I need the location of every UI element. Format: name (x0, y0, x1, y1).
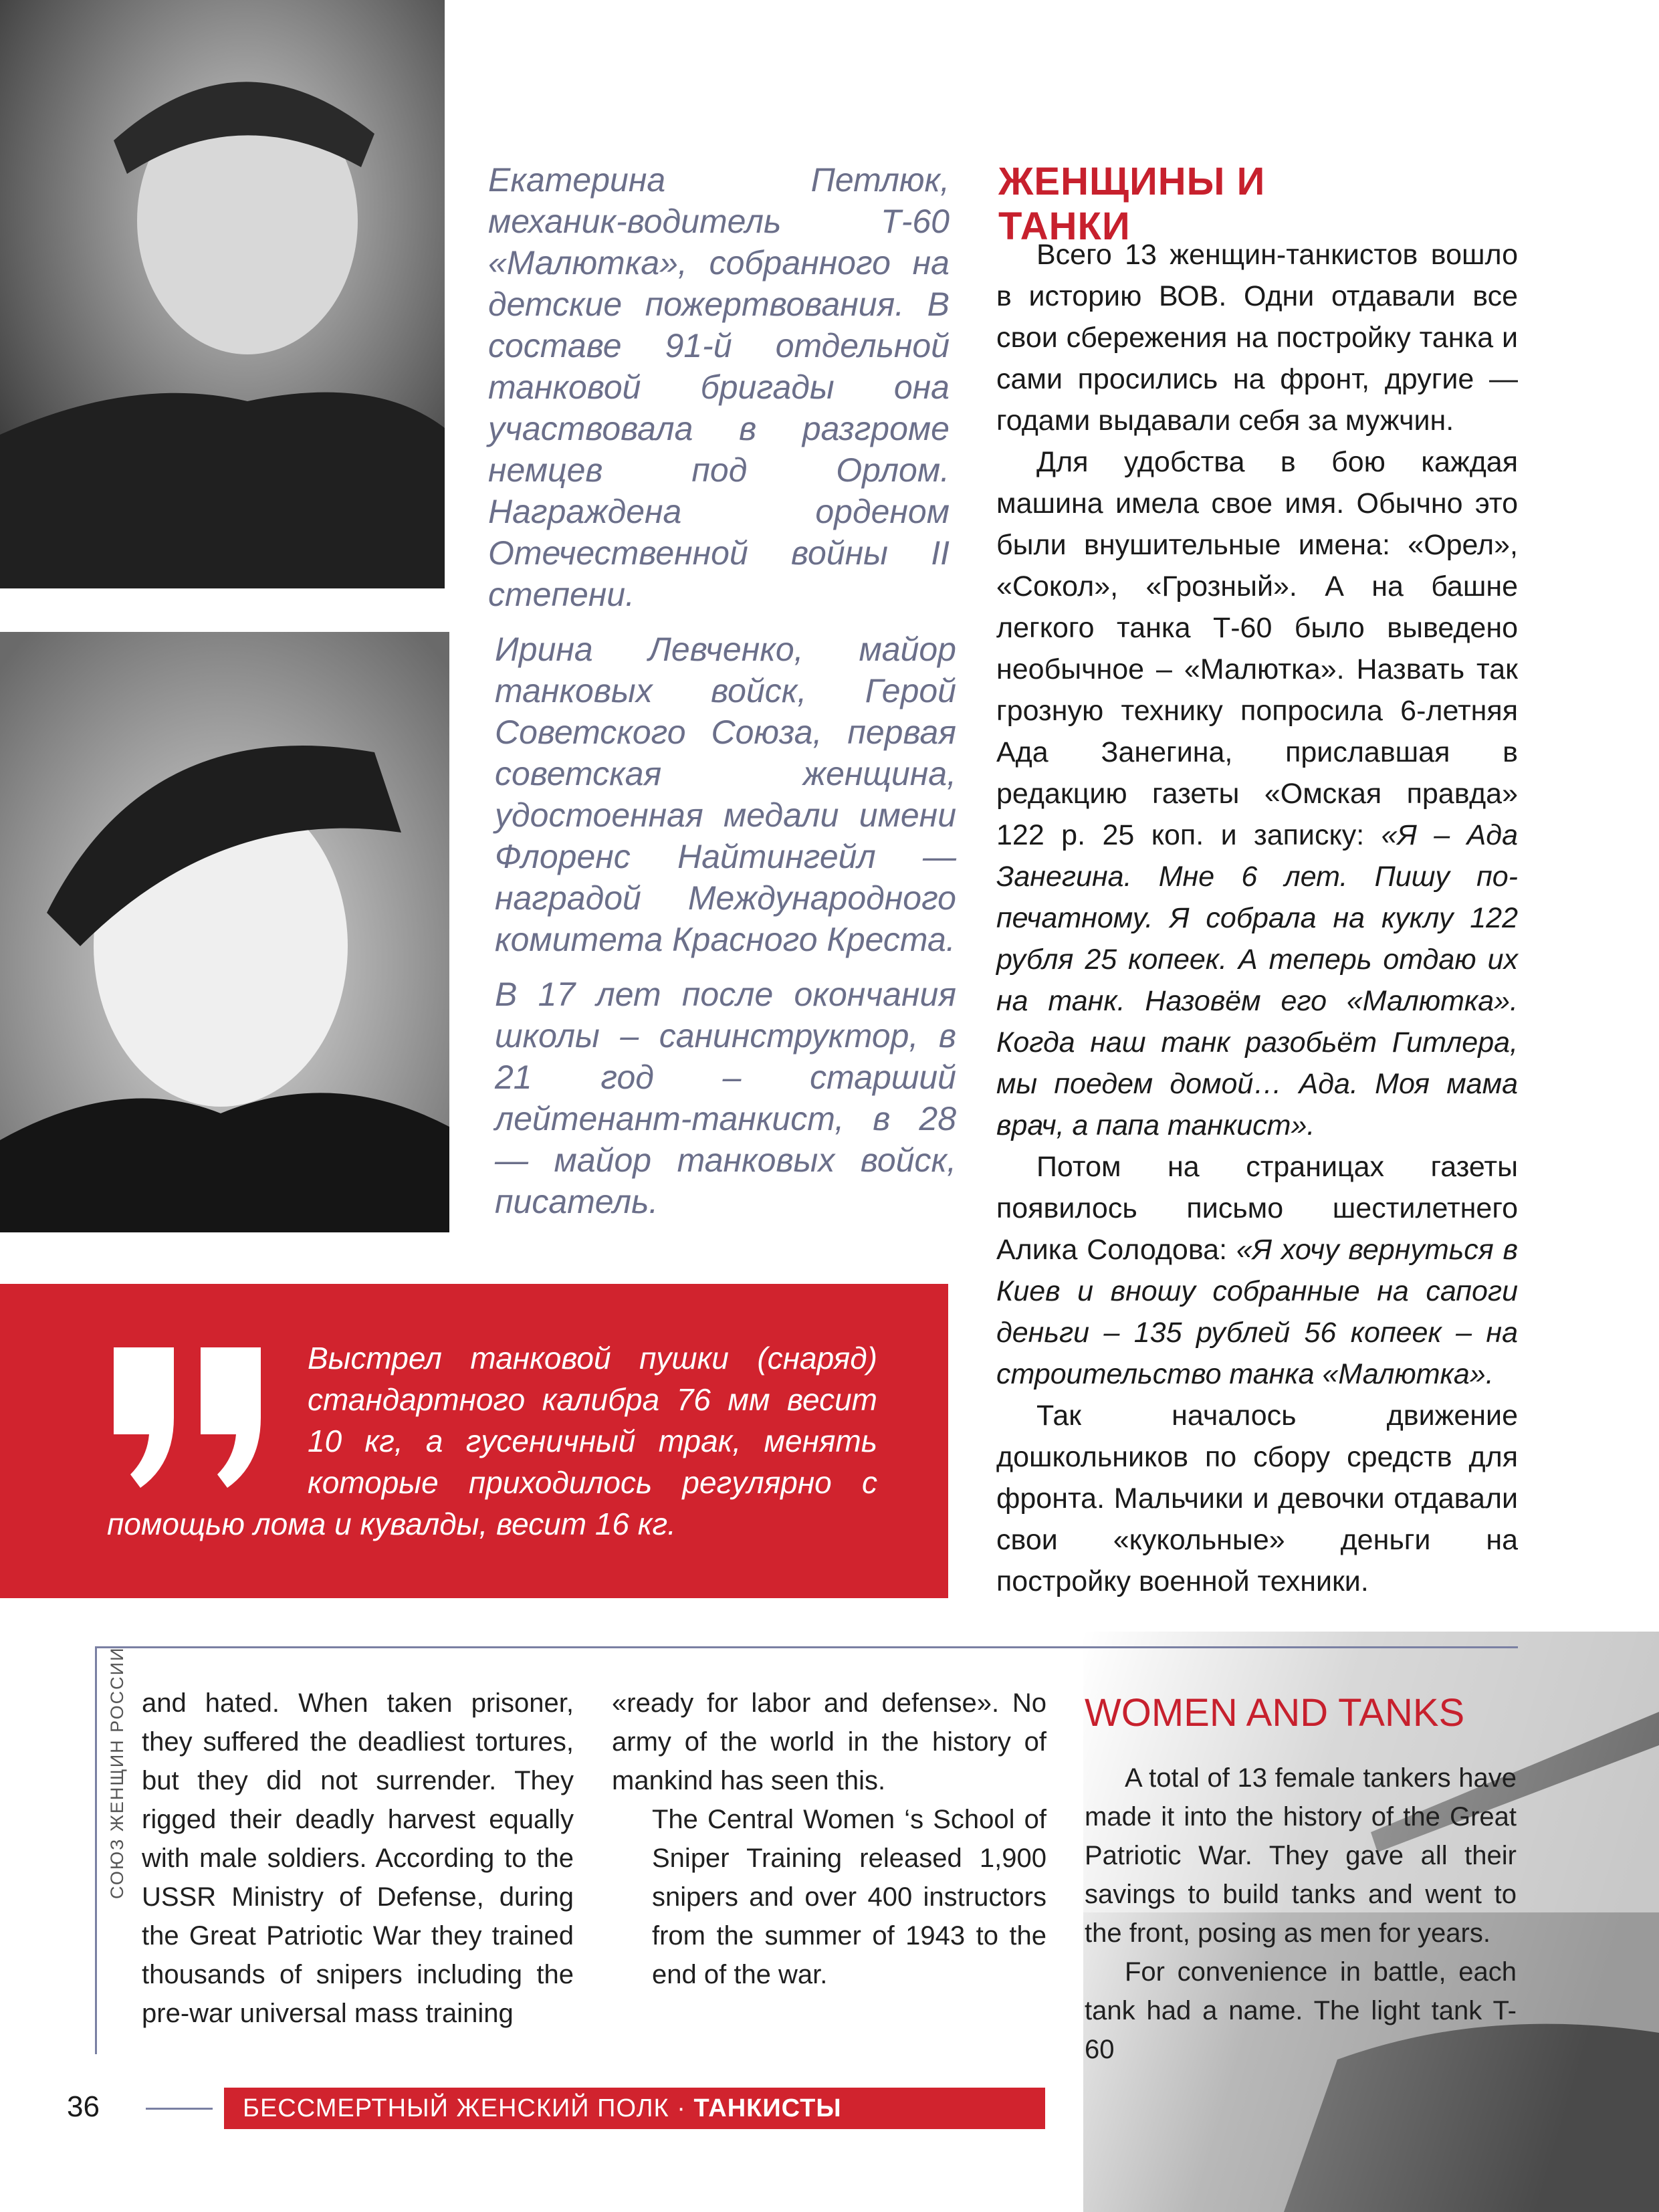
footer-section-bold: ТАНКИСТЫ (693, 2094, 842, 2122)
quote-text (107, 1337, 877, 1545)
ru-paragraph-2-quote: «Я – Ада Занегина. Мне 6 лет. Пишу по-печатному. Я собрала на куклу 122 рубля 25 копеек. А теперь отдаю их на танк. Назовём его «Малютка». Когда наш танк разобьёт Гитлера, мы поедем домой… Ада. Моя мама врач, а папа танкист». (996, 819, 1518, 1141)
photo-irina-levchenko (0, 632, 449, 1232)
en-column-2-paragraph-1: «ready for labor and defense». No army of the world in the history of mankind has seen this. (612, 1688, 1046, 1795)
ru-article-body (996, 234, 1518, 1602)
footer-rule (146, 2108, 213, 2110)
caption-irina-career: В 17 лет после окончания школы – санинструктор, в 21 год – старший лейтенант-танкист, в 28 — майор танковых войск, писатель. (495, 976, 956, 1220)
en-column-1-text: and hated. When taken prisoner, they suffered the deadliest tortures, but they did not surrender. They rigged their deadly harvest equally with male soldiers. According to the USSR Ministry of Defense, during the Great Patriotic War they trained thousands of snipers including the pre-war universal mass training (142, 1688, 574, 2028)
caption-ekaterina-petlyuk (488, 159, 950, 629)
ru-paragraph-1: Всего 13 женщин-танкистов вошло в историю ВОВ. Одни отдавали все свои сбережения на постройку танка и сами просились на фронт, другие — годами выдавали себя за мужчин. (996, 239, 1518, 437)
footer-section-label: БЕССМЕРТНЫЙ ЖЕНСКИЙ ПОЛК · (243, 2094, 694, 2122)
en-article-title: WOMEN AND TANKS (1085, 1691, 1465, 1735)
caption-irina-bio: Ирина Левченко, майор танковых войск, Герой Советского Союза, первая советская женщина, удостоенная медали имени Флоренс Найтингейл — наградой Международного комитета Красного Креста. (495, 631, 956, 958)
ru-paragraph-2 (996, 441, 1518, 1146)
quote-box (0, 1284, 948, 1598)
photo-ekaterina-petlyuk (0, 0, 445, 588)
ru-paragraph-4: Так началось движение дошкольников по сбору средств для фронта. Мальчики и девочки отдавали свои «кукольные» деньги на постройку военной техники. (996, 1400, 1518, 1597)
footer-section-bar (224, 2088, 1045, 2129)
quote-text-content: Выстрел танковой пушки (снаряд) стандартного калибра 76 мм весит 10 кг, а гусеничный трак, менять которые приходилось регулярно с помощью лома и кувалды, весит 16 кг. (107, 1341, 877, 1541)
en-column-3-paragraph-2: For convenience in battle, each tank had a name. The light tank T-60 (1085, 1957, 1517, 2064)
section-divider-left (95, 1646, 97, 2054)
en-column-3-paragraph-1: A total of 13 female tankers have made it into the history of the Great Patriotic War. They gave all their savings to build tanks and went to the front, posing as men for years. (1085, 1763, 1517, 1948)
en-column-2-paragraph-2: The Central Women ‘s School of Sniper Training released 1,900 snipers and over 400 instructors from the summer of 1943 to the end of the war. (652, 1805, 1046, 1989)
ru-paragraph-3-text: Потом на страницах газеты появилось письмо шестилетнего Алика Солодова: (996, 1151, 1518, 1266)
ru-paragraph-3 (996, 1146, 1518, 1395)
en-column-3 (1085, 1759, 1517, 2069)
ru-paragraph-2-text: Для удобства в бою каждая машина имела свое имя. Обычно это были внушительные имена: «Орел», «Сокол», «Грозный». А на башне легкого танка Т-60 было выведено необычное – «Малютка». Назвать так грозную технику попросила 6-летняя Ада Занегина, приславшая в редакцию газеты «Омская правда» 122 р. 25 коп. и записку: (996, 446, 1518, 851)
ru-paragraph-3-quote: «Я хочу вернуться в Киев и вношу собранные на сапоги деньги – 135 рублей 56 копеек – на строительство танка «Малютка». (996, 1234, 1518, 1390)
en-column-2 (612, 1684, 1046, 1994)
side-label-text: СОЮЗ ЖЕНЩИН РОССИИ (107, 1646, 127, 1899)
section-divider-top (95, 1646, 1518, 1648)
en-column-1 (142, 1684, 574, 2033)
page-number: 36 (67, 2090, 100, 2123)
ru-article-title: ЖЕНЩИНЫ И ТАНКИ (998, 160, 1266, 248)
caption-ekaterina-text: Екатерина Петлюк, механик-водитель Т-60 «Малютка», собранного на детские пожертвования. В составе 91-й отдельной танковой бригады она участвовала в разгроме немцев под Орлом. Награждена орденом Отечественной войны II степени. (488, 161, 950, 613)
caption-irina-levchenko (495, 629, 956, 1236)
